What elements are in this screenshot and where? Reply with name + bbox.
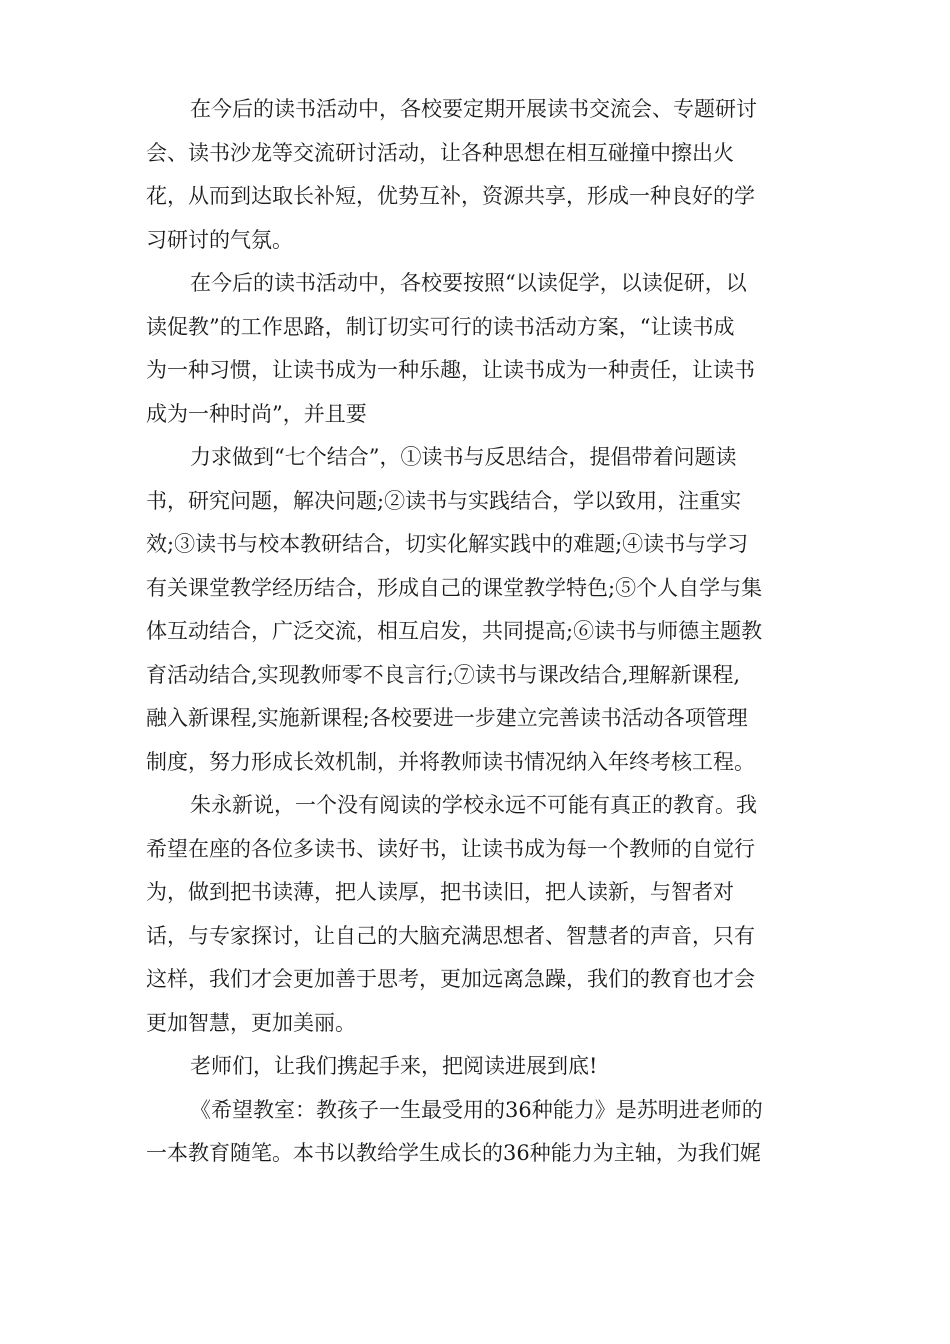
text-line: 育活动结合,实现教师零不良言行;⑦读书与课改结合,理解新课程, [146,662,741,687]
text-line: 效;③读书与校本教研结合，切实化解实践中的难题;④读书与学习 [146,532,749,556]
text-line: 书，研究问题，解决问题;②读书与实践结合，学以致用，注重实 [146,488,742,513]
text-line: 在今后的读书活动中，各校要定期开展读书交流会、专题研讨 [190,97,757,121]
document-body [146,88,806,1176]
text-line: 花，从而到达取长补短，优势互补，资源共享，形成一种良好的学 [146,184,755,208]
text-line: 制度，努力形成长效机制，并将教师读书情况纳入年终考核工程。 [146,749,755,774]
paragraph [146,784,806,1045]
text-line: 更加智慧，更加美丽。 [146,1010,356,1035]
text-line: 力求做到“七个结合”，①读书与反思结合，提倡带着问题读 [190,445,737,469]
text-line: 有关课堂教学经历结合，形成自己的课堂教学特色;⑤个人自学与集 [146,575,763,600]
text-line: 一本教育随笔。本书以教给学生成长的36种能力为主轴，为我们娓 [146,1141,761,1165]
text-line: 为，做到把书读薄，把人读厚，把书读旧，把人读新，与智者对 [146,880,734,904]
text-line: 习研讨的气氛。 [146,227,293,252]
text-line: 读促教”的工作思路，制订切实可行的读书活动方案，“让读书成 [146,314,735,339]
text-line: 为一种习惯，让读书成为一种乐趣，让读书成为一种责任，让读书 [146,358,755,382]
text-line: 体互动结合，广泛交流，相互启发，共同提高;⑥读书与师德主题教 [146,619,763,643]
text-line: 会、读书沙龙等交流研讨活动，让各种思想在相互碰撞中擦出火 [146,140,734,165]
text-line: 希望在座的各位多读书、读好书，让读书成为每一个教师的自觉行 [146,836,755,861]
paragraph [146,262,806,436]
text-line: 这样，我们才会更加善于思考，更加远离急躁，我们的教育也才会 [146,967,755,991]
paragraph [146,88,806,262]
paragraph [146,1089,806,1176]
text-line: 在今后的读书活动中，各校要按照“以读促学，以读促研，以 [190,271,747,295]
text-line: 《希望教室：教孩子一生最受用的36种能力》是苏明进老师的 [190,1097,763,1122]
text-line: 融入新课程,实施新课程;各校要进一步建立完善读书活动各项管理 [146,706,748,730]
text-line: 老师们，让我们携起手来，把阅读进展到底! [190,1054,598,1078]
text-line: 成为一种时尚”，并且要 [146,401,367,426]
paragraph [146,436,806,784]
text-line: 话，与专家探讨，让自己的大脑充满思想者、智慧者的声音，只有 [146,923,755,948]
text-line: 朱永新说，一个没有阅读的学校永远不可能有真正的教育。我 [190,793,757,817]
paragraph [146,1045,806,1089]
